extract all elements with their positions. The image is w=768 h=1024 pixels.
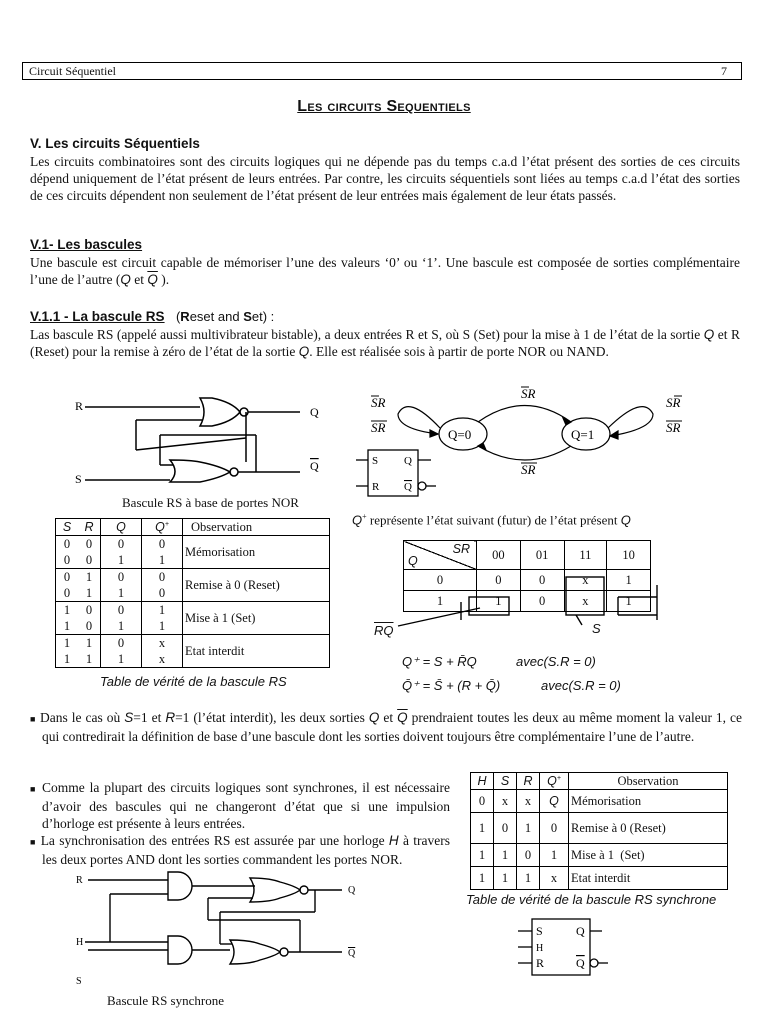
cell: Q [540, 790, 569, 813]
b1-d: et [379, 710, 398, 725]
b1-e: prendraient toutes les deux au même moment la valeur 1, ce qui contredirait la définition de base d’une bascule dont les sorties doivent toujours être complémentaire l’une de l’autre. [42, 710, 743, 744]
cell: 1 [101, 552, 142, 569]
b1-c: =1 (l’état interdit), les deux sorties [175, 710, 369, 725]
cell: 1 [471, 867, 494, 890]
section-v1-paragraph [30, 254, 740, 288]
cell: 1 [56, 651, 79, 668]
sync-caption: Bascule RS synchrone [107, 993, 224, 1008]
nor-circuit-diagram [60, 390, 350, 500]
table-row [56, 602, 330, 619]
cell: 0 [78, 618, 101, 635]
loop-right-s-rbar: SR [666, 395, 681, 410]
sym-r: R [372, 481, 380, 493]
cell: 0 [56, 569, 79, 586]
b3-a: La synchronisation des entrées RS est assurée par une horloge [40, 833, 389, 848]
trans-sbar-r-top: SR [521, 386, 536, 401]
ssym-h: H [536, 943, 544, 954]
equation-1: Q⁺ = S + R̄Q [402, 654, 477, 669]
cell: 0 [56, 552, 79, 569]
cell: 1 [471, 844, 494, 867]
sync-q-label: Q [348, 885, 356, 896]
sub-reset: eset and [189, 309, 244, 324]
cell: 1 [78, 585, 101, 602]
sync-qbar-label: Q [348, 948, 356, 959]
v1-qbar: $\overline{Q}$ [147, 272, 158, 287]
kmap-corner-sr: SR [452, 542, 470, 556]
th-r: R [78, 519, 101, 536]
nor-q-label: Q [310, 405, 319, 419]
cell: 0 [56, 536, 79, 553]
kmap-cell: 0 [520, 570, 564, 591]
cell: 1 [494, 867, 517, 890]
cell: 1 [142, 552, 183, 569]
ssym-q: Q [576, 924, 585, 938]
v1-text-b: ). [157, 272, 170, 287]
bullet-synchronous: ■ Comme la plupart des circuits logiques sont synchrones, il est nécessaire d’avoir des bascules qui ne changeront d’état que si une impulsion d’horloge est présente à leurs entrées. ■ La synchronisation des entrées RS est assurée par une horloge H à travers les deux portes AND dont les sorties commandent les portes NOR. [30, 780, 451, 867]
loop-left-s-rbar: SR [371, 420, 386, 435]
cell: 0 [56, 585, 79, 602]
sth-s: S [494, 773, 517, 790]
loop-right-sbar-r: SR [666, 420, 681, 435]
v1-text-a: Une bascule est circuit capable de mémoriser l’une des valeurs ‘0’ ou ‘1’. Une bascule est composée de sorties complémentaire l’une de l’autre ( [30, 255, 740, 287]
sym-s: S [372, 455, 379, 467]
cell: 0 [494, 813, 517, 844]
cell: 0 [142, 585, 183, 602]
sub-s: S [243, 309, 252, 324]
table-row [471, 813, 728, 844]
kmap-cell: 1 [607, 591, 651, 612]
b3-h: H [388, 833, 399, 848]
section-v11-heading: V.1.1 - La bascule RS [30, 309, 165, 324]
cell: 1 [56, 635, 79, 652]
rs-flipflop-symbol [356, 448, 446, 500]
nor-qbar-label: Q [310, 459, 319, 473]
page-number: 7 [721, 64, 727, 78]
v11-text-c: . Elle est réalisée sois à partir de porte NOR ou NAND. [309, 344, 609, 359]
kmap-corner [404, 541, 477, 570]
th-qplus-q: Q [155, 520, 165, 534]
cell: 1 [101, 651, 142, 668]
v1-q: Q [120, 272, 131, 287]
cell: 1 [101, 618, 142, 635]
table-row [56, 536, 330, 553]
bullet-forbidden-state: ■ Dans le cas où S=1 et R=1 (l’état interdit), les deux sorties Q et $\overline{Q}$ prendraient toutes les deux au même moment la valeur 1, ce qui contredirait la définition de base d’une bascule dont les sorties doivent toujours être complémentaire l’une de l’autre. [30, 710, 743, 744]
obs-cell: Etat interdit [183, 635, 330, 668]
cell: 0 [101, 635, 142, 652]
kmap-cell: 0 [520, 591, 564, 612]
obs-cell: Remise à 0 (Reset) [183, 569, 330, 602]
b1-b: =1 et [133, 710, 166, 725]
section-v11-heading-line [30, 309, 274, 325]
cell: 1 [142, 618, 183, 635]
sub-r: R [180, 309, 190, 324]
sub-open: ( [175, 309, 181, 324]
table-row [471, 844, 728, 867]
nor-caption: Bascule RS à base de portes NOR [122, 495, 299, 510]
loop-left-sbar-r: SR [371, 395, 386, 410]
sth-r: R [517, 773, 540, 790]
table-row [56, 635, 330, 652]
section-v11-paragraph [30, 326, 740, 360]
page-header [22, 62, 742, 80]
cell: 0 [78, 536, 101, 553]
rs-truth-table [55, 518, 330, 668]
cell: 1 [56, 602, 79, 619]
cell: 0 [471, 790, 494, 813]
cell: 1 [517, 867, 540, 890]
cell: 0 [142, 569, 183, 586]
rs-table-caption: Table de vérité de la bascule RS [100, 674, 287, 689]
obs-cell: Mémorisation [183, 536, 330, 569]
qplus-q2: Q [620, 512, 631, 528]
section-v1-heading: V.1- Les bascules [30, 237, 143, 252]
cell: x [494, 790, 517, 813]
kmap-col: 00 [477, 541, 521, 570]
table-row [471, 867, 728, 890]
cell: x [540, 867, 569, 890]
b1-q: Q [368, 710, 380, 725]
nor-r-label: R [75, 399, 84, 413]
kmap-rowhead: 1 [404, 591, 477, 612]
header-title: Circuit Séquentiel [29, 64, 116, 78]
ssym-qbar: Q [576, 956, 585, 970]
b1-qbar: $\overline{Q}$ [397, 710, 408, 725]
kmap-label-s: S [592, 621, 601, 636]
page-title: Les circuits Sequentiels [297, 98, 471, 115]
v11-text-a: Las bascule RS (appelé aussi multivibrateur bistable), a deux entrées R et S, où S (Set) pour la mise à 1 de l’état de la sortie [30, 327, 704, 342]
cell: Etat interdit [569, 867, 728, 890]
section-v11-subtitle [176, 309, 274, 324]
cell: 1 [471, 813, 494, 844]
b1-r: R [165, 710, 176, 725]
cell: 1 [142, 602, 183, 619]
nor-s-label: S [75, 472, 82, 486]
cell: 0 [78, 602, 101, 619]
cell: 0 [540, 813, 569, 844]
sym-qbar: Q [404, 481, 412, 493]
state-q1: Q=1 [571, 427, 595, 442]
cell: 0 [517, 844, 540, 867]
b3-b: à travers les deux portes AND dont les sorties commandent les portes NOR. [42, 833, 451, 867]
equation-2: Q̄⁺ = S̄ + (R + Q̄) [402, 678, 501, 693]
kmap-col: 10 [607, 541, 651, 570]
b1-s: S [124, 710, 134, 725]
sth-observation: Observation [569, 773, 728, 790]
kmap-corner-q: Q [408, 554, 418, 568]
sth-qplus: Q+ [540, 773, 569, 790]
kmap-col: 11 [564, 541, 607, 570]
sth-qplus-q: Q [547, 774, 557, 788]
th-observation: Observation [183, 519, 330, 536]
kmap-cell: 1 [607, 570, 651, 591]
v11-q1: Q [703, 327, 715, 342]
ssym-s: S [536, 924, 543, 938]
kmap-cell: 1 [477, 591, 521, 612]
cell: x [517, 790, 540, 813]
cell: 1 [101, 585, 142, 602]
kmap-rowhead: 0 [404, 570, 477, 591]
table-row [471, 790, 728, 813]
sync-s-label: S [76, 976, 82, 987]
cell: x [142, 635, 183, 652]
trans-sr-bottom: SR [521, 462, 536, 477]
cell: 1 [78, 635, 101, 652]
th-s: S [56, 519, 79, 536]
section-v-heading: V. Les circuits Séquentiels [30, 136, 200, 151]
cell: 0 [78, 552, 101, 569]
b2-text: Comme la plupart des circuits logiques sont synchrones, il est nécessaire d’avoir des bascules qui ne changeront d’état que si une impulsion d’horloge est présente à leurs entrées. [41, 780, 451, 831]
equation-1-cond: avec(S.R = 0) [516, 654, 596, 669]
kmap-cell: x [564, 570, 607, 591]
cell: 0 [101, 569, 142, 586]
kmap-cell: x [564, 591, 607, 612]
sync-flipflop-symbol [518, 917, 614, 979]
v11-text-b: et R (Reset) pour la remise à zéro de l’état de la sortie [30, 327, 740, 359]
th-q: Q [101, 519, 142, 536]
section-v-paragraph: Les circuits combinatoires sont des circuits logiques qui ne dépende pas du temps c.a.d l’état présent des sorties de ces circuits dépend uniquement de l’état présent de leurs entrées. Par contre, les circuits séquentiels sont liées au temps c.a.d l’état des sorties de ces circuits dépendent non seulement de l’état présent de leur entrées mais également de leur états passés. [30, 154, 740, 203]
cell: 1 [78, 569, 101, 586]
state-q0: Q=0 [448, 427, 472, 442]
cell: 0 [101, 536, 142, 553]
kmap-label-rq [374, 623, 394, 638]
cell: Mémorisation [569, 790, 728, 813]
ssym-r: R [536, 956, 545, 970]
kmap-cell: 0 [477, 570, 521, 591]
sync-r-label: R [76, 875, 83, 886]
cell: Mise à 1 (Set) [569, 844, 728, 867]
cell: Remise à 0 (Reset) [569, 813, 728, 844]
th-qplus: Q+ [142, 519, 183, 536]
qplus-q: Q [352, 512, 363, 528]
cell: 0 [101, 602, 142, 619]
cell: x [142, 651, 183, 668]
cell: 0 [142, 536, 183, 553]
cell: 1 [517, 813, 540, 844]
q-plus-note [352, 512, 631, 528]
cell: 1 [56, 618, 79, 635]
kmap-col: 01 [520, 541, 564, 570]
sth-h: H [471, 773, 494, 790]
cell: 1 [78, 651, 101, 668]
qplus-text: représente l’état suivant (futur) de l’état présent [366, 512, 621, 528]
sync-table-caption: Table de vérité de la bascule RS synchrone [466, 892, 717, 907]
v1-et: et [130, 272, 148, 287]
b1-a: Dans le cas où [40, 710, 125, 725]
sync-h-label: H [76, 937, 84, 948]
sync-circuit-diagram [70, 860, 380, 990]
cell: 1 [540, 844, 569, 867]
kmap-rq-text: $\overline{RQ}$ [374, 623, 394, 638]
table-row [56, 569, 330, 586]
sync-truth-table [470, 772, 728, 890]
sub-close: et) : [251, 309, 275, 324]
obs-cell: Mise à 1 (Set) [183, 602, 330, 635]
kmap-groupings [370, 570, 660, 640]
cell: 1 [494, 844, 517, 867]
equation-2-cond: avec(S.R = 0) [541, 678, 621, 693]
sym-q: Q [404, 455, 412, 467]
qplus-sup: + [362, 512, 367, 521]
v11-q2: Q [298, 344, 310, 359]
